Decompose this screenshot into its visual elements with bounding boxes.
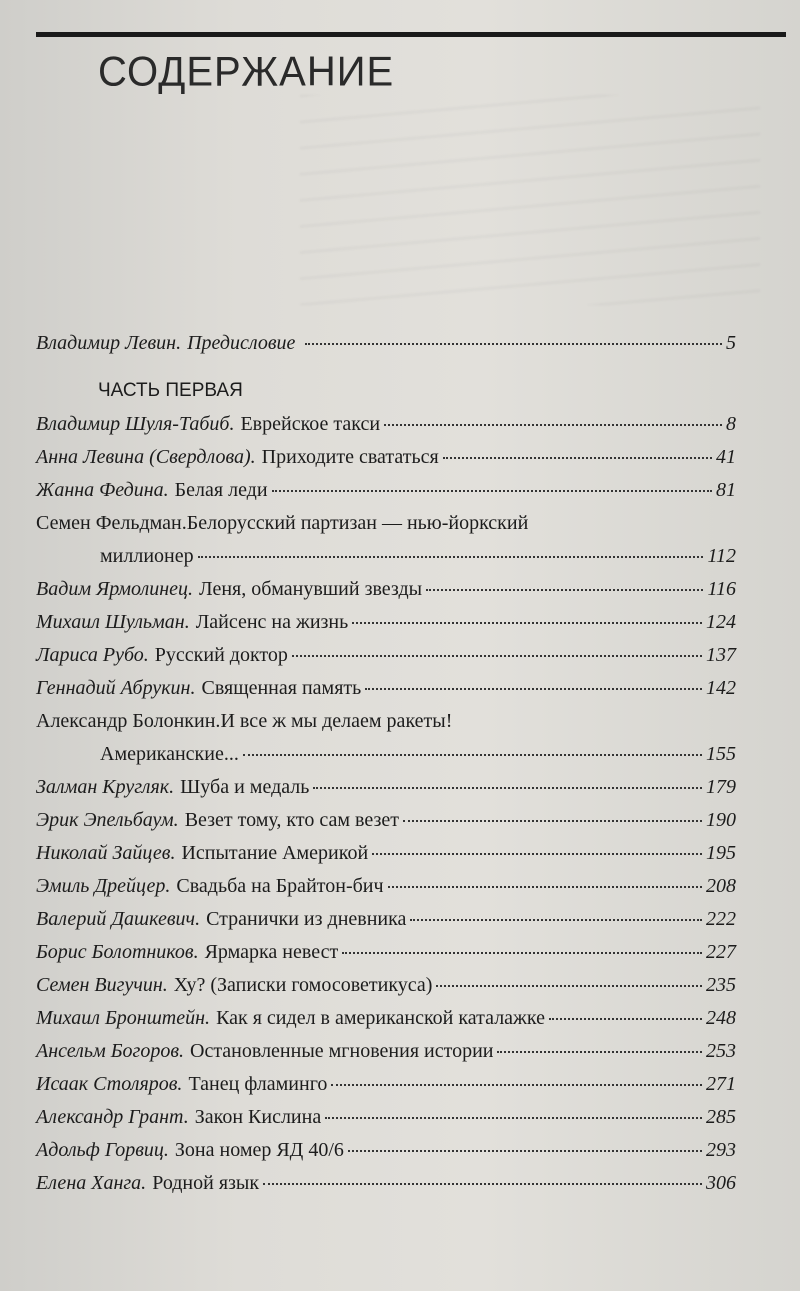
entry-author: Залман Кругляк. xyxy=(36,776,175,798)
toc-entry xyxy=(36,1040,736,1073)
dot-leader xyxy=(410,919,702,921)
entry-page: 235 xyxy=(706,974,736,996)
entry-title: Русский доктор xyxy=(154,644,288,666)
dot-leader xyxy=(436,985,702,987)
toc-entry xyxy=(36,644,736,677)
entry-page: 306 xyxy=(706,1172,736,1194)
toc-entry xyxy=(36,611,736,644)
entry-page: 8 xyxy=(726,413,736,435)
toc-entry xyxy=(36,941,736,974)
toc-entry xyxy=(36,710,736,776)
dot-leader xyxy=(403,820,702,822)
entry-author: Владимир Шуля-Табиб. xyxy=(36,413,235,435)
toc-entry xyxy=(36,1172,736,1205)
page-title: СОДЕРЖАНИЕ xyxy=(98,48,395,96)
entry-title: Белорусский партизан — нью-йоркский xyxy=(186,512,529,534)
dot-leader xyxy=(348,1150,702,1152)
dot-leader xyxy=(313,787,702,789)
dot-leader xyxy=(198,556,704,558)
dot-leader xyxy=(292,655,702,657)
toc-entry xyxy=(36,1139,736,1172)
entry-title: Родной язык xyxy=(152,1172,260,1194)
entry-author: Лариса Рубо. xyxy=(36,644,149,666)
entry-page: 227 xyxy=(706,941,736,963)
dot-leader xyxy=(331,1084,702,1086)
toc-entry xyxy=(36,842,736,875)
entry-title: Священная память xyxy=(201,677,362,699)
entry-author: Исаак Столяров. xyxy=(36,1073,183,1095)
entry-title: Предисловие xyxy=(187,332,296,354)
entry-title: Ярмарка невест xyxy=(204,941,339,963)
entry-page: 41 xyxy=(716,446,736,468)
dot-leader xyxy=(549,1018,702,1020)
dot-leader xyxy=(443,457,712,459)
entry-author: Жанна Федина. xyxy=(36,479,169,501)
entry-title: Танец фламинго xyxy=(188,1073,328,1095)
toc-entry xyxy=(36,578,736,611)
toc-entry xyxy=(36,512,736,578)
dot-leader xyxy=(342,952,702,954)
entry-line xyxy=(36,710,736,743)
entry-author: Александр Грант. xyxy=(36,1106,189,1128)
entry-title: Приходите свататься xyxy=(261,446,439,468)
entry-author: Семен Фельдман. xyxy=(36,512,187,534)
toc-entry xyxy=(36,413,736,446)
dot-leader xyxy=(365,688,702,690)
entry-page: 248 xyxy=(706,1007,736,1029)
entry-page: 116 xyxy=(707,578,736,600)
toc-entry xyxy=(36,875,736,908)
entry-page: 293 xyxy=(706,1139,736,1161)
toc-entry xyxy=(36,1106,736,1139)
entry-author: Адольф Горвиц. xyxy=(36,1139,169,1161)
dot-leader xyxy=(305,343,722,345)
entry-title: Свадьба на Брайтон-бич xyxy=(176,875,384,897)
entry-author: Михаил Шульман. xyxy=(36,611,190,633)
dot-leader xyxy=(263,1183,702,1185)
dot-leader xyxy=(352,622,702,624)
entry-page: 112 xyxy=(707,545,736,567)
top-rule xyxy=(36,32,786,37)
entry-title: Закон Кислина xyxy=(194,1106,322,1128)
entry-page: 222 xyxy=(706,908,736,930)
entry-line xyxy=(36,512,736,545)
table-of-contents xyxy=(36,332,736,1205)
toc-entry xyxy=(36,974,736,1007)
entry-author: Елена Ханга. xyxy=(36,1172,147,1194)
entry-author: Семен Вигучин. xyxy=(36,974,168,996)
entry-title: Леня, обманувший звезды xyxy=(199,578,423,600)
entry-author: Эрик Эпельбаум. xyxy=(36,809,179,831)
entry-line-cont xyxy=(36,743,736,776)
entry-page: 208 xyxy=(706,875,736,897)
entry-title: Испытание Америкой xyxy=(181,842,369,864)
entry-page: 271 xyxy=(706,1073,736,1095)
entry-page: 285 xyxy=(706,1106,736,1128)
entry-author: Ансельм Богоров. xyxy=(36,1040,184,1062)
entry-line-cont xyxy=(36,545,736,578)
entry-author: Вадим Ярмолинец. xyxy=(36,578,194,600)
dot-leader xyxy=(497,1051,702,1053)
entry-author: Геннадий Абрукин. xyxy=(36,677,196,699)
dot-leader xyxy=(325,1117,702,1119)
entry-title: И все ж мы делаем ракеты! xyxy=(220,710,453,732)
entry-title-cont: миллионер xyxy=(100,545,194,567)
entry-title: Как я сидел в американской каталажке xyxy=(216,1007,545,1029)
dot-leader xyxy=(384,424,722,426)
entry-title: Белая леди xyxy=(174,479,268,501)
entry-page: 179 xyxy=(706,776,736,798)
entry-author: Валерий Дашкевич. xyxy=(36,908,201,930)
dot-leader xyxy=(426,589,703,591)
toc-entry xyxy=(36,908,736,941)
section-heading: ЧАСТЬ ПЕРВАЯ xyxy=(98,380,243,401)
dot-leader xyxy=(243,754,702,756)
dot-leader xyxy=(272,490,712,492)
entry-page: 195 xyxy=(706,842,736,864)
entry-author: Александр Болонкин. xyxy=(36,710,221,732)
toc-entry xyxy=(36,446,736,479)
toc-entry xyxy=(36,677,736,710)
entry-author: Николай Зайцев. xyxy=(36,842,176,864)
toc-entry xyxy=(36,1007,736,1040)
entry-page: 142 xyxy=(706,677,736,699)
toc-entries xyxy=(36,413,736,1205)
entry-author: Эмиль Дрейцер. xyxy=(36,875,171,897)
entry-author: Борис Болотников. xyxy=(36,941,199,963)
entry-page: 81 xyxy=(716,479,736,501)
entry-page: 253 xyxy=(706,1040,736,1062)
entry-page: 190 xyxy=(706,809,736,831)
toc-entry xyxy=(36,776,736,809)
entry-page: 137 xyxy=(706,644,736,666)
entry-title: Везет тому, кто сам везет xyxy=(184,809,399,831)
entry-author: Анна Левина (Свердлова). xyxy=(36,446,256,468)
entry-title: Шуба и медаль xyxy=(180,776,310,798)
entry-title: Еврейское такси xyxy=(240,413,381,435)
toc-entry xyxy=(36,809,736,842)
dot-leader xyxy=(388,886,702,888)
entry-title: Лайсенс на жизнь xyxy=(195,611,349,633)
entry-title: Зона номер ЯД 40/6 xyxy=(174,1139,344,1161)
toc-entry-preface xyxy=(36,332,736,365)
toc-entry xyxy=(36,479,736,512)
entry-author: Владимир Левин. xyxy=(36,332,182,354)
entry-page: 155 xyxy=(706,743,736,765)
toc-entry xyxy=(36,1073,736,1106)
bleed-through-texture xyxy=(300,95,760,305)
entry-author: Михаил Бронштейн. xyxy=(36,1007,211,1029)
entry-page: 124 xyxy=(706,611,736,633)
entry-title: Остановленные мгновения истории xyxy=(190,1040,494,1062)
dot-leader xyxy=(372,853,702,855)
entry-title: Ху? (Записки гомосоветикуса) xyxy=(173,974,433,996)
entry-title: Странички из дневника xyxy=(206,908,407,930)
entry-page: 5 xyxy=(726,332,736,354)
entry-title-cont: Американские... xyxy=(100,743,239,765)
